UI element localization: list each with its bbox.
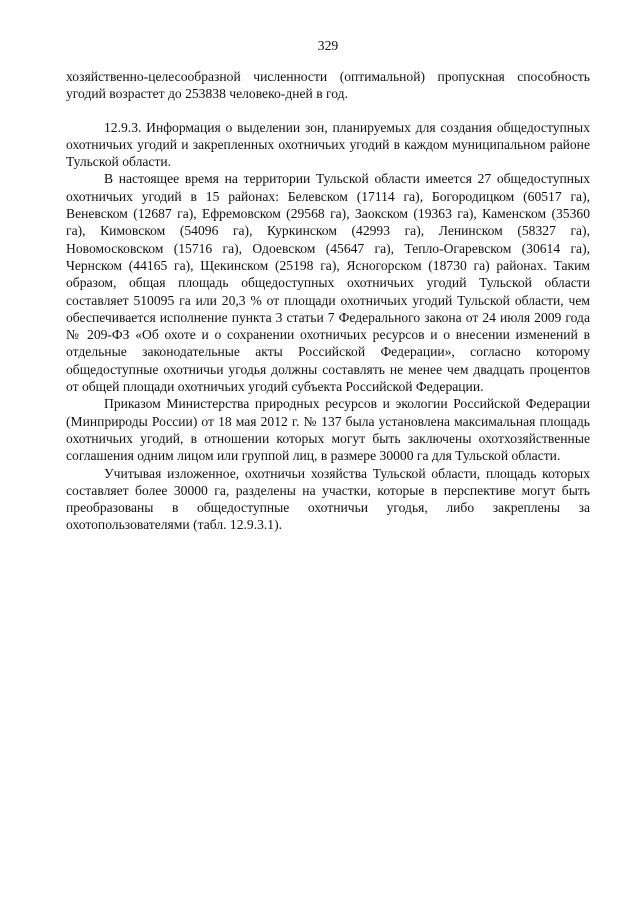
paragraph-public-hunting-grounds: В настоящее время на территории Тульской области имеется 27 общедоступных охотничьих угодий в 15 районах: Белевском (17114 га), Богородицком (60517 га), Веневском (12687 га), Ефремовском (29568 га), Заокском (19363 га), Каменском (35360 га), Кимовском (54096 га), Куркинском (42993 га), Ленинском (58327 га), Новомосковском (15716 га), Одоевском (45647 га), Тепло-Огаревском (30614 га), Чернском (44165 га), Щекинском (25198 га), Ясногорском (18730 га) районах. Таким образом, общая площадь общедоступных охотничьих угодий Тульской области составляет 510095 га или 20,3 % от площади охотничьих угодий Тульской области, чем обеспечивается исполнение пункта 3 статьи 7 Федерального закона от 24 июля 2009 года № 209-ФЗ «Об охоте и о сохранении охотничьих ресурсов и о внесении изменений в отдельные законодательные акты Российской Федерации», согласно которому общедоступные охотничьи угодья должны составлять не менее чем двадцать процентов от общей площади охотничьих угодий субъекта Российской Федерации.	[66, 171, 590, 395]
page-number: 329	[317, 38, 339, 53]
paragraph-ministry-order: Приказом Министерства природных ресурсов и экологии Российской Федерации (Минприроды России) от 18 мая 2012 г. № 137 была установлена максимальная площадь охотничьих угодий, в отношении которых могут быть заключены охотхозяйственные соглашения одним лицом или группой лиц, в размере 30000 га для Тульской области.	[66, 396, 590, 464]
document-body	[66, 68, 590, 534]
paragraph-section-heading: 12.9.3. Информация о выделении зон, планируемых для создания общедоступных охотничьих угодий и закрепленных охотничьих угодий в каждом муниципальном районе Тульской области.	[66, 119, 590, 170]
paragraph-conclusion: Учитывая изложенное, охотничьи хозяйства Тульской области, площадь которых составляет более 30000 га, разделены на участки, которые в перспективе могут быть преобразованы в общедоступные охотничьи угодья, либо закреплены за охотопользователями (табл. 12.9.3.1).	[66, 465, 590, 533]
paragraph-continuation: хозяйственно-целесообразной численности (оптимальной) пропускная способность угодий возрастет до 253838 человеко-дней в год.	[66, 69, 590, 102]
